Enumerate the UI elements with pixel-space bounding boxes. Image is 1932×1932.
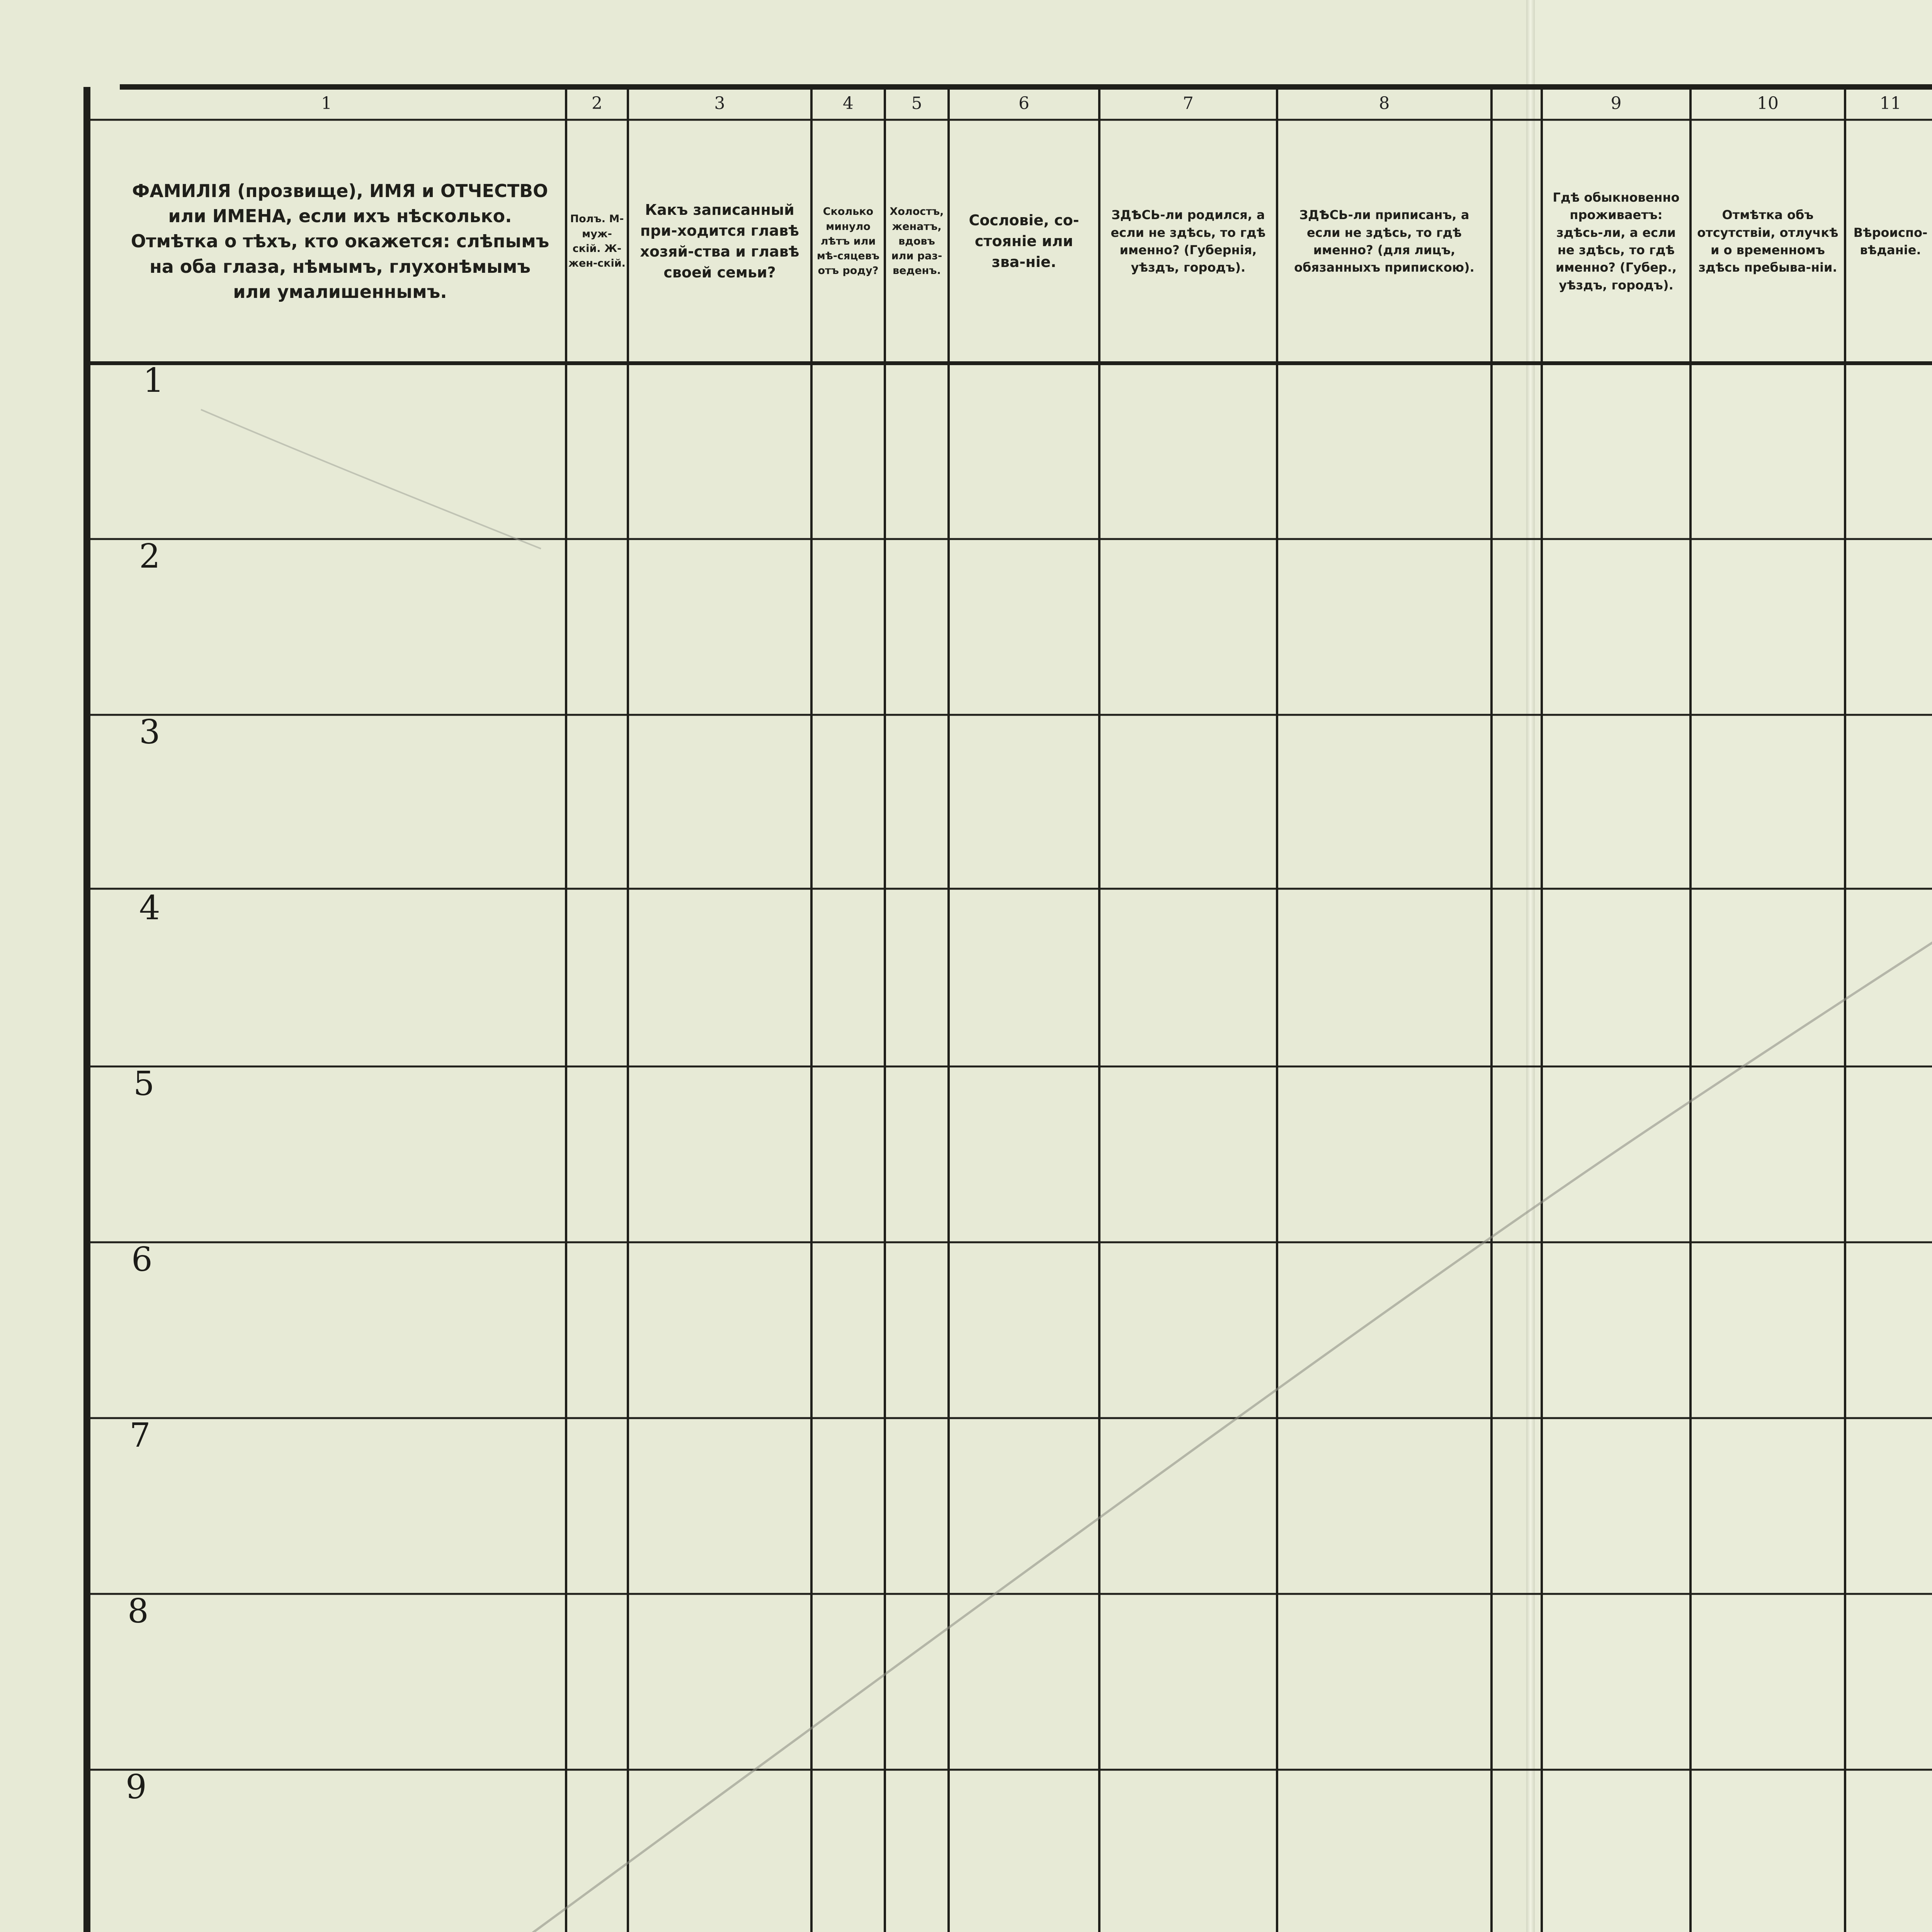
header-marital: Холостъ, женатъ, вдовъ или раз-веденъ.: [889, 206, 944, 277]
row-number: 9: [126, 1768, 147, 1806]
header-registered: ЗДѢСЬ-ли приписанъ, а если не здѣсь, то гдѣ именно? (для лицъ, обязанныхъ припискою).: [1294, 207, 1475, 275]
header-absence: Отмѣтка объ отсутствіи, отлучкѣ и о временномъ здѣсь пребыва-ніи.: [1697, 207, 1838, 275]
row-number: 4: [139, 889, 160, 927]
header-name: ФАМИЛІЯ (прозвище), ИМЯ и ОТЧЕСТВО или ИМЕНА, если ихъ нѣсколько. Отмѣтка о тѣхъ, кто окажется: слѣпымъ на оба глаза, нѣмымъ, глухонѣмымъ или умалишеннымъ.: [131, 180, 549, 302]
header-age: Сколько минуло лѣтъ или мѣ-сяцевъ отъ роду?: [816, 206, 880, 277]
row-number: 3: [139, 713, 160, 752]
col-number-7: 7: [1183, 94, 1194, 113]
col-number-1: 1: [321, 94, 332, 113]
col-number-8: 8: [1379, 94, 1390, 113]
row-number: 7: [129, 1416, 151, 1455]
col-number-10: 10: [1757, 94, 1779, 113]
header-estate: Сословіе, со-стояніе или зва-ніе.: [969, 212, 1079, 270]
row-number: 1: [143, 361, 164, 400]
col-number-4: 4: [843, 94, 854, 113]
header-residence: Гдѣ обыкновенно проживаетъ: здѣсь-ли, а если не здѣсь, то гдѣ именно? (Губер., уѣздъ, городъ).: [1553, 190, 1680, 293]
row-number: 5: [133, 1065, 155, 1103]
header-religion: Вѣроиспо-вѣданіе.: [1853, 225, 1928, 257]
col-number-11: 11: [1879, 94, 1901, 113]
col-number-2: 2: [592, 94, 602, 113]
row-number: 2: [139, 537, 160, 576]
col-number-9: 9: [1611, 94, 1622, 113]
header-birthplace: ЗДѢСЬ-ли родился, а если не здѣсь, то гдѣ именно? (Губернія, уѣздъ, городъ).: [1111, 207, 1266, 275]
col-number-6: 6: [1019, 94, 1029, 113]
header-sex: Полъ. М-муж-скій. Ж-жен-скій.: [568, 213, 626, 270]
col-number-3: 3: [714, 94, 725, 113]
row-number: 6: [131, 1240, 153, 1279]
row-number: 8: [128, 1592, 149, 1631]
col-number-5: 5: [911, 94, 922, 113]
header-relation: Какъ записанный при-ходится главѣ хозяй-ства и главѣ своей семьи?: [640, 201, 799, 281]
